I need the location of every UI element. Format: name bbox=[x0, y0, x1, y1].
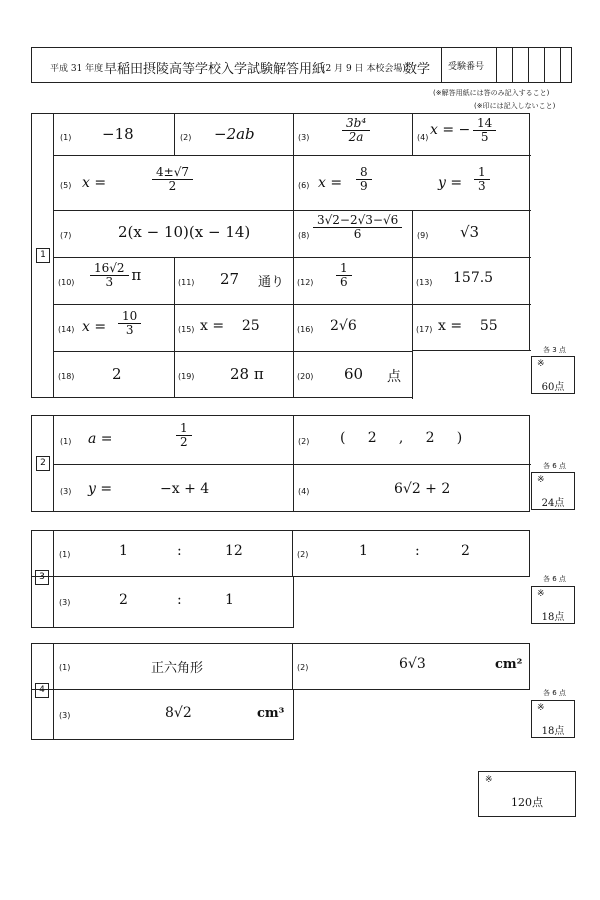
q2-3-answer: −x + 4 bbox=[160, 481, 210, 497]
q1-20-unit: 点 bbox=[387, 369, 401, 385]
q1-10-number: (10) bbox=[58, 278, 75, 287]
q3-1-number: (1) bbox=[59, 550, 71, 559]
section-3-score-box bbox=[531, 586, 575, 624]
q1-8-answer: $\frac{3√2-2√3-√6}{6}$ bbox=[315, 214, 400, 240]
section-4-score-mark: ※ bbox=[537, 703, 545, 713]
q3-2-left: 1 bbox=[359, 543, 368, 559]
section-2-score-mark: ※ bbox=[537, 475, 545, 485]
q4-3-answer: 8√2 bbox=[165, 705, 192, 721]
exam-number-cell[interactable] bbox=[512, 48, 513, 82]
total-score-box bbox=[478, 771, 576, 817]
section-4-score: 18点 bbox=[541, 726, 565, 737]
exam-number-box[interactable] bbox=[441, 48, 573, 82]
q3-2-colon: : bbox=[415, 543, 420, 559]
q2-2-answer: ( 2 , 2 ) bbox=[340, 430, 463, 446]
header-date: (2 月 9 日 本校会場) bbox=[322, 64, 406, 74]
q4-1-answer: 正六角形 bbox=[151, 661, 204, 676]
q1-11-answer: 27 bbox=[220, 270, 240, 288]
header-title: 早稲田摂陵高等学校入学試験解答用紙 bbox=[104, 62, 326, 77]
section-2 bbox=[31, 415, 530, 512]
q1-13-answer: 157.5 bbox=[453, 270, 494, 286]
q4-3-number: (3) bbox=[59, 711, 71, 720]
q1-15-number: (15) bbox=[178, 325, 195, 334]
q3-3-right: 1 bbox=[225, 592, 234, 608]
q3-3-colon: : bbox=[177, 592, 182, 608]
q1-20-number: (20) bbox=[297, 372, 314, 381]
q1-2-answer: −2ab bbox=[214, 125, 255, 143]
note-do-not-write: (※印には記入しないこと) bbox=[474, 102, 556, 110]
exam-number-cell[interactable] bbox=[528, 48, 529, 82]
q1-11-number: (11) bbox=[178, 278, 195, 287]
q1-9-answer: √3 bbox=[460, 223, 480, 241]
section-1-each-points: 各 3 点 bbox=[543, 346, 566, 354]
q1-7-number: (7) bbox=[60, 231, 72, 240]
q3-2-right: 2 bbox=[461, 543, 470, 559]
header-year: 平成 31 年度 bbox=[50, 64, 104, 74]
q2-3-number: (3) bbox=[60, 487, 72, 496]
q3-1-colon: : bbox=[177, 543, 182, 559]
q1-4-number: (4) bbox=[417, 133, 429, 142]
q4-2-unit: cm² bbox=[495, 657, 523, 672]
section-1-score-mark: ※ bbox=[537, 359, 545, 369]
q1-3-number: (3) bbox=[298, 133, 310, 142]
q1-14-answer: $\frac{10}{3}$ bbox=[120, 310, 139, 336]
q1-20-answer: 60 bbox=[344, 365, 364, 383]
section-2-each-points: 各 6 点 bbox=[543, 462, 566, 470]
q1-5-answer: $\frac{4\pm√7}{2}$ bbox=[154, 166, 191, 192]
q1-10-answer: $\frac{16√2}{3}$ π bbox=[92, 262, 141, 288]
q2-4-answer: 6√2 + 2 bbox=[394, 481, 451, 497]
q1-13-number: (13) bbox=[416, 278, 433, 287]
section-2-number: 2 bbox=[36, 456, 50, 471]
q1-8-number: (8) bbox=[298, 231, 310, 240]
q1-16-answer: 2√6 bbox=[330, 318, 357, 334]
q1-14-number: (14) bbox=[58, 325, 75, 334]
q2-4-number: (4) bbox=[298, 487, 310, 496]
section-1-score-box bbox=[531, 356, 575, 394]
exam-number-label: 受験番号 bbox=[448, 62, 485, 72]
q1-19-number: (19) bbox=[178, 372, 195, 381]
section-3 bbox=[31, 530, 530, 628]
section-4-number: 4 bbox=[35, 683, 49, 698]
q1-6-prefix-x: x = bbox=[318, 175, 343, 191]
q3-3-number: (3) bbox=[59, 598, 71, 607]
q3-3-left: 2 bbox=[119, 592, 128, 608]
q2-1-number: (1) bbox=[60, 437, 72, 446]
q2-2-number: (2) bbox=[298, 437, 310, 446]
exam-number-cell[interactable] bbox=[544, 48, 545, 82]
section-3-number: 3 bbox=[35, 570, 49, 585]
section-1-label-col bbox=[32, 114, 54, 397]
q1-17-answer: x = 55 bbox=[438, 318, 498, 334]
total-score-mark: ※ bbox=[485, 775, 493, 785]
note-answers-only: (※解答用紙には答のみ記入すること) bbox=[433, 89, 550, 97]
section-2-score-box bbox=[531, 472, 575, 510]
header-box bbox=[31, 47, 572, 83]
section-4 bbox=[31, 643, 530, 740]
q4-2-number: (2) bbox=[297, 663, 309, 672]
q4-2-answer: 6√3 bbox=[399, 656, 426, 672]
q1-11-unit: 通り bbox=[258, 275, 285, 290]
q1-2-number: (2) bbox=[180, 133, 192, 142]
q1-14-prefix: x = bbox=[82, 319, 107, 335]
q1-6-answer-x: $\frac{8}{9}$ bbox=[358, 166, 370, 192]
q1-18-answer: 2 bbox=[112, 365, 122, 383]
exam-number-cell[interactable] bbox=[560, 48, 561, 82]
q1-6-answer-y: $\frac{1}{3}$ bbox=[476, 166, 488, 192]
section-4-score-box bbox=[531, 700, 575, 738]
q2-1-prefix: a = bbox=[88, 431, 113, 447]
q1-15-answer: x = 25 bbox=[200, 318, 260, 334]
section-4-each-points: 各 6 点 bbox=[543, 689, 566, 697]
section-3-score: 18点 bbox=[541, 612, 565, 623]
q1-3-answer: $\frac{\text{3b⁴}}{2a}$ bbox=[344, 117, 368, 143]
q3-1-right: 12 bbox=[225, 543, 243, 559]
q1-7-answer: 2(x − 10)(x − 14) bbox=[118, 223, 251, 241]
q1-16-number: (16) bbox=[297, 325, 314, 334]
q1-18-number: (18) bbox=[58, 372, 75, 381]
q1-17-number: (17) bbox=[416, 325, 433, 334]
q1-5-prefix: x = bbox=[82, 175, 107, 191]
q1-12-number: (12) bbox=[297, 278, 314, 287]
section-1-number: 1 bbox=[36, 248, 50, 263]
q3-1-left: 1 bbox=[119, 543, 128, 559]
q1-1-number: (1) bbox=[60, 133, 72, 142]
q1-6-number: (6) bbox=[298, 181, 310, 190]
section-2-score: 24点 bbox=[541, 498, 565, 509]
q1-1-answer: −18 bbox=[102, 125, 134, 143]
q2-3-prefix: y = bbox=[88, 481, 113, 497]
q1-5-number: (5) bbox=[60, 181, 72, 190]
q3-2-number: (2) bbox=[297, 550, 309, 559]
section-1-score: 60点 bbox=[541, 382, 565, 393]
q4-1-number: (1) bbox=[59, 663, 71, 672]
q1-6-prefix-y: y = bbox=[438, 175, 463, 191]
section-3-each-points: 各 6 点 bbox=[543, 575, 566, 583]
q1-12-answer: $\frac{1}{6}$ bbox=[338, 262, 350, 288]
q1-19-answer: 28 π bbox=[230, 365, 264, 383]
section-3-score-mark: ※ bbox=[537, 589, 545, 599]
q2-1-answer: $\frac{1}{2}$ bbox=[178, 422, 190, 448]
q1-4-answer: x = − $\frac{14}{5}$ bbox=[430, 117, 494, 143]
q4-3-unit: cm³ bbox=[257, 706, 285, 721]
total-score: 120点 bbox=[511, 796, 543, 809]
q1-9-number: (9) bbox=[417, 231, 429, 240]
header-subject: 数学 bbox=[404, 62, 431, 77]
exam-number-cell[interactable] bbox=[496, 48, 497, 82]
